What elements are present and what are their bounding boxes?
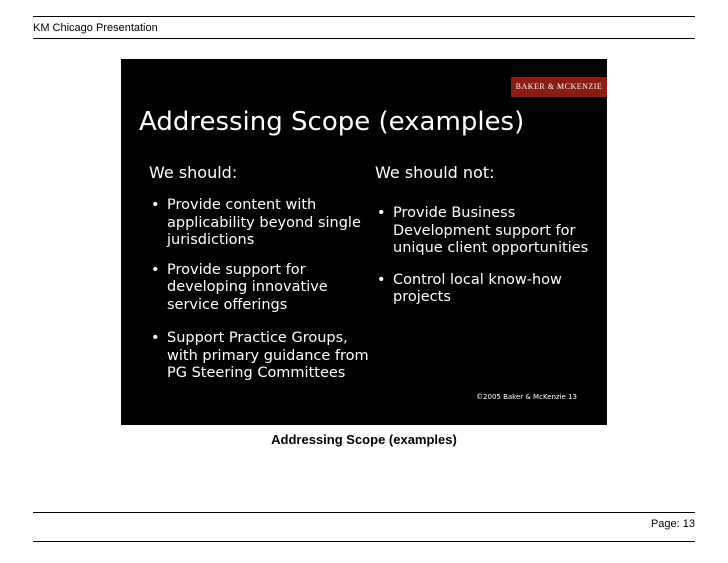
slide-image — [121, 59, 607, 425]
list-item — [149, 262, 369, 315]
presentation-title: KM Chicago Presentation — [33, 22, 158, 34]
list-item-line: developing innovative — [167, 279, 328, 295]
left-column — [149, 197, 369, 383]
list-item-line: jurisdictions — [167, 232, 255, 248]
list-item-line: unique client opportunities — [393, 240, 589, 256]
slide-caption: Addressing Scope (examples) — [271, 432, 457, 447]
right-column — [375, 205, 588, 307]
list-item-line: • Support Practice Groups, — [167, 330, 348, 346]
footer-top-rule — [33, 512, 695, 513]
list-item-line: with primary guidance from — [167, 347, 369, 364]
list-item — [149, 330, 369, 383]
list-item-line: service offerings — [167, 296, 288, 313]
list-item-line: applicability beyond single — [167, 214, 361, 231]
list-item-line: Development support for — [393, 222, 576, 239]
slide-title: Addressing Scope (examples) — [139, 107, 525, 137]
list-item-line: • Provide support for — [167, 261, 306, 278]
list-item-line: • Provide content with — [167, 197, 317, 213]
right-column-heading: We should not: — [375, 163, 495, 182]
page-number: Page: 13 — [650, 518, 695, 530]
brand-logo: BAKER & MCKENZIE — [511, 77, 607, 97]
list-item-line: • Control local know-how — [393, 271, 562, 288]
list-item-line: PG Steering Committees — [167, 365, 346, 381]
list-item — [375, 272, 588, 307]
list-item-line: • Provide Business — [393, 205, 516, 221]
header-bottom-rule — [33, 38, 695, 39]
list-item-line: projects — [393, 289, 451, 305]
list-item — [149, 197, 369, 250]
copyright-notice: ©2005 Baker & McKenzie 13 — [476, 393, 577, 401]
footer-bottom-rule — [33, 541, 695, 542]
header-top-rule — [33, 16, 695, 17]
list-item — [375, 205, 588, 258]
left-column-heading: We should: — [149, 163, 238, 182]
